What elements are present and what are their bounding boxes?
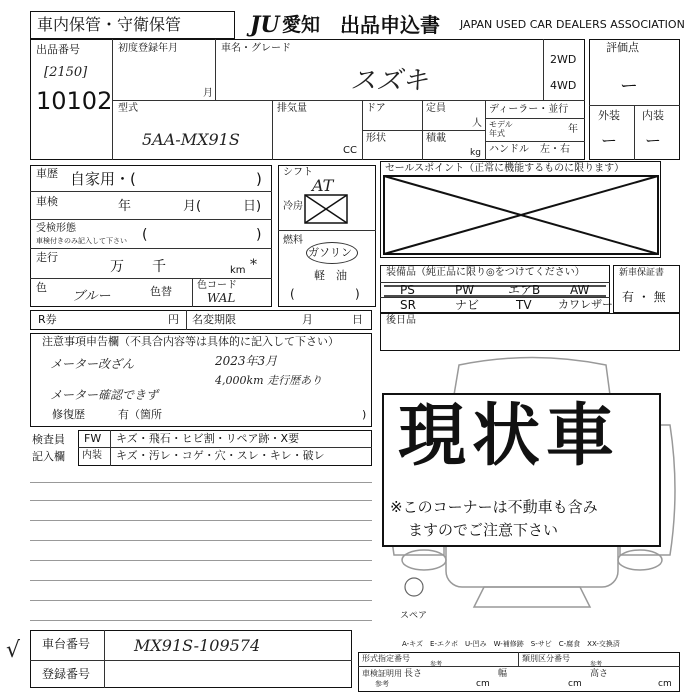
equip-aw: AW bbox=[570, 283, 590, 297]
storage-note: 車内保管・守衛保管 bbox=[37, 15, 182, 34]
exterior-value: ー bbox=[601, 131, 618, 150]
interior-value: ー bbox=[645, 131, 662, 150]
lot-number: 10102 bbox=[36, 87, 113, 115]
notes-label: 注意事項申告欄（不具合内容等は具体的に記入して下さい） bbox=[42, 335, 339, 348]
designation-label: 形式指定番号 bbox=[362, 654, 410, 663]
check-mark: √ bbox=[6, 638, 21, 663]
shift-value: AT bbox=[312, 176, 334, 195]
as-is-note-1: ※このコーナーは不動車も含み bbox=[390, 498, 598, 516]
displacement-label: 排気量 bbox=[277, 103, 307, 114]
name-change-label: 名変期限 bbox=[192, 313, 236, 326]
cc-unit: CC bbox=[343, 145, 357, 156]
inspection-month: 月( bbox=[183, 199, 202, 214]
name-change-month: 月 bbox=[302, 313, 313, 326]
wd4: 4WD bbox=[550, 79, 577, 92]
shift-label: シフト bbox=[283, 167, 313, 178]
aftermarket-label: 後日品 bbox=[386, 315, 416, 326]
gasoline: ガソリン bbox=[308, 246, 352, 259]
chassis-value: MX91S-109574 bbox=[134, 636, 261, 655]
designation-ref: 参考 bbox=[430, 661, 443, 668]
exterior-label: 外装 bbox=[598, 109, 620, 122]
width-cm: cm bbox=[568, 679, 582, 689]
r-ticket-label: R券 bbox=[38, 313, 57, 326]
equip-leather: カワレザー bbox=[558, 298, 613, 311]
equip-sr: SR bbox=[400, 298, 416, 312]
as-is-stamp bbox=[382, 393, 661, 547]
inspection-label: 車検 bbox=[36, 195, 58, 208]
inspector-label-bottom: 記入欄 bbox=[32, 450, 65, 463]
fuel-paren-open: ( bbox=[290, 287, 295, 301]
inspection-day: 日) bbox=[243, 199, 262, 214]
ac-label: 冷房 bbox=[283, 201, 303, 212]
length-label: 長さ bbox=[404, 669, 423, 679]
person-unit: 人 bbox=[472, 118, 482, 129]
as-is-title: 現状車 bbox=[398, 397, 621, 476]
capacity-label: 定員 bbox=[426, 103, 446, 114]
width-label: 幅 bbox=[498, 669, 508, 679]
equipment-label: 装備品（純正品に限り◎をつけてください） bbox=[386, 267, 585, 278]
insurance-label: 受検形態 bbox=[36, 223, 76, 234]
inspector-interior-label: 内装 bbox=[82, 450, 102, 461]
equip-tv: TV bbox=[516, 298, 532, 312]
color-code-value: WAL bbox=[207, 291, 236, 305]
as-is-note-2: ますのでご注意下さい bbox=[408, 521, 559, 539]
load-label: 積載 bbox=[426, 133, 446, 144]
fw-items: キズ・飛石・ヒビ割・リペア跡・X要 bbox=[116, 432, 300, 445]
category-label: 類別区分番号 bbox=[522, 654, 570, 663]
repair-close: ) bbox=[362, 408, 367, 421]
mileage-label: 走行 bbox=[36, 251, 58, 264]
equipment-strike bbox=[382, 283, 608, 299]
mileage-sen: 千 bbox=[152, 259, 166, 275]
insurance-open: ( bbox=[142, 227, 148, 243]
color-value: ブルー bbox=[72, 289, 111, 304]
aftermarket-box bbox=[380, 313, 680, 351]
height-label: 高さ bbox=[590, 669, 609, 679]
first-reg-label: 初度登録年月 bbox=[118, 43, 178, 54]
handle-options: 左・右 bbox=[540, 144, 570, 155]
first-reg-month: 月 bbox=[203, 88, 213, 99]
history-close: ) bbox=[256, 170, 262, 188]
association-name: JAPAN USED CAR DEALERS ASSOCIATION bbox=[460, 18, 685, 31]
mileage-man: 万 bbox=[110, 259, 124, 275]
r-ticket-yen: 円 bbox=[168, 313, 179, 326]
repair-value: 有（箇所 bbox=[118, 408, 162, 421]
notes-line4: 4,000km 走行歴あり bbox=[215, 374, 323, 387]
history-label: 車歴 bbox=[36, 167, 58, 180]
height-cm: cm bbox=[658, 679, 672, 689]
insurance-close: ) bbox=[256, 227, 262, 243]
lot-sub-number: [2150] bbox=[44, 65, 88, 80]
inspector-label-top: 検査員 bbox=[32, 433, 65, 446]
brand-name: 愛知 bbox=[282, 14, 321, 36]
sales-point-label: セールスポイント（正常に機能するものに限ります） bbox=[385, 163, 625, 174]
inspection-year: 年 bbox=[118, 199, 132, 214]
notes-line1: メーター改ざん bbox=[50, 357, 135, 371]
cert-label: 車検証明用 bbox=[362, 669, 402, 678]
storage-note-box bbox=[30, 11, 235, 39]
equip-airbag: エアB bbox=[508, 283, 541, 297]
fuel-label: 燃料 bbox=[283, 235, 303, 246]
plate-label: 登録番号 bbox=[42, 667, 91, 681]
cert-ref: 参考 bbox=[375, 680, 389, 688]
mileage-mark: * bbox=[250, 257, 257, 273]
door-label: ドア bbox=[366, 103, 386, 114]
equip-navi: ナビ bbox=[455, 298, 480, 312]
damage-legend: A-キズ E-エクボ U-凹み W-補修跡 S-サビ C-腐食 XX-交換済 bbox=[402, 640, 620, 648]
model-name: スズキ bbox=[350, 66, 429, 96]
light-oil: 軽 油 bbox=[314, 269, 347, 282]
equip-pw: PW bbox=[455, 283, 475, 297]
score-value: ー bbox=[620, 76, 638, 97]
warranty-label: 新車保証書 bbox=[619, 268, 665, 278]
color-code-label: 色コード bbox=[197, 280, 237, 291]
dealer-label: ディーラー・並行 bbox=[489, 104, 569, 115]
name-change-day: 日 bbox=[352, 313, 363, 326]
form-title: 出品申込書 bbox=[340, 13, 440, 37]
insurance-sub: 車検付きのみ記入して下さい bbox=[36, 237, 127, 245]
model-grade-label: 車名・グレード bbox=[221, 43, 291, 54]
score-label: 評価点 bbox=[606, 41, 639, 54]
fuel-paren-close: ) bbox=[355, 287, 360, 301]
ju-logo: JU bbox=[250, 12, 280, 38]
mileage-km: km bbox=[230, 265, 246, 276]
ac-crossed-box bbox=[304, 194, 348, 224]
spare-label: スペア bbox=[400, 611, 428, 621]
equip-ps: PS bbox=[400, 283, 415, 297]
type-value: 5AA-MX91S bbox=[142, 130, 240, 149]
history-value: 自家用・( bbox=[70, 170, 136, 188]
repair-label: 修復歴 bbox=[52, 408, 85, 421]
handle-label: ハンドル bbox=[489, 144, 529, 155]
category-ref: 参考 bbox=[590, 661, 603, 668]
inspector-interior-items: キズ・汚レ・コゲ・穴・スレ・キレ・破レ bbox=[116, 449, 325, 462]
warranty-options: 有 ・ 無 bbox=[622, 290, 666, 304]
year-unit: 年 bbox=[568, 124, 578, 135]
kg-unit: kg bbox=[470, 148, 481, 158]
interior-label: 内装 bbox=[642, 109, 664, 122]
color-change-label: 色替 bbox=[150, 285, 172, 298]
notes-line2: メーター確認できず bbox=[50, 388, 159, 402]
color-label: 色 bbox=[36, 281, 47, 294]
lot-label: 出品番号 bbox=[36, 43, 80, 56]
shape-label: 形状 bbox=[366, 133, 386, 144]
sales-point-crossed bbox=[383, 175, 659, 255]
wd2: 2WD bbox=[550, 53, 577, 66]
type-label: 型式 bbox=[118, 103, 138, 114]
model-year-label: モデル 年式 bbox=[489, 120, 513, 138]
length-cm: cm bbox=[476, 679, 490, 689]
fw-label: FW bbox=[84, 432, 102, 445]
chassis-label: 車台番号 bbox=[42, 637, 91, 651]
notes-line3: 2023年3月 bbox=[215, 354, 278, 368]
